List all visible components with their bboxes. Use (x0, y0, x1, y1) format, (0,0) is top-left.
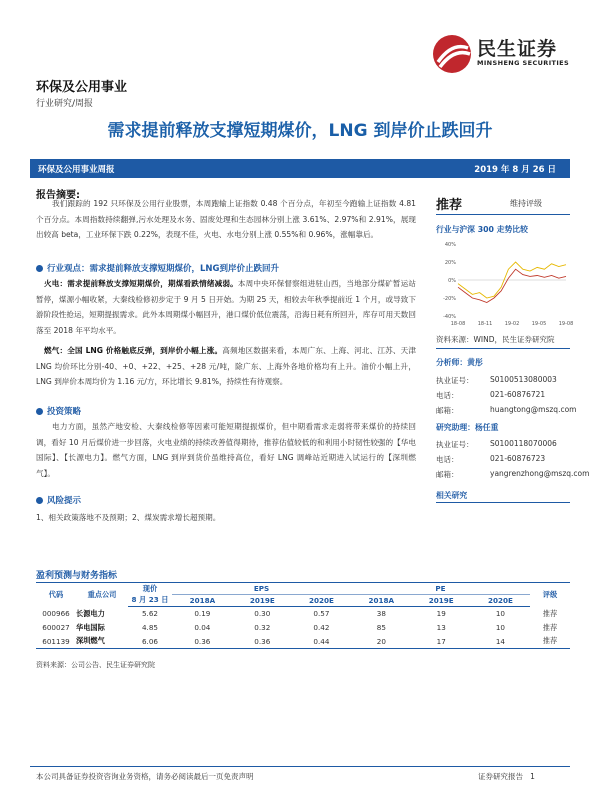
logo-text-en: MINSHENG SECURITIES (477, 59, 570, 67)
risk-heading: 风险提示 (36, 494, 81, 506)
report-title: 需求提前释放支撑短期煤价，LNG 到岸价止跌回升 (107, 121, 493, 141)
thermal-power-paragraph: 火电：需求提前释放支撑短期煤价，期煤看跌情绪减弱。本周中央环保督察组进驻山西，当地部分煤矿暂运站暂停，煤源小幅收紧，大秦线检修初步定于 9 月 5 日开始。为期 25 天，相较去年秋季提前近 1 个月，或导致下游阶段性抢运，短期提振需求。此外本周期煤小幅回升，港口煤价低位震荡，沿海日耗有所回升，库存可用天数回落至 2018 年平均水平。 (36, 279, 417, 335)
x-tick-label: 19-02 (504, 321, 520, 327)
related-research-heading: 相关研究 (436, 491, 468, 500)
bar-report-date: 2019 年 8 月 26 日 (474, 165, 556, 175)
sector-label: 环保及公用事业 (36, 80, 128, 95)
table-source: 资料来源：公司公告、民生证券研究院 (36, 661, 155, 669)
analyst-email-label: 邮箱： (436, 406, 459, 415)
bullet-icon (36, 265, 43, 272)
footer-label: 证券研究报告 (478, 772, 523, 781)
x-tick-label: 18-11 (477, 321, 493, 327)
analyst-heading: 分析师：黄彤 (436, 358, 483, 367)
table-row: 000966 长源电力 5.62 0.19 0.30 0.57 38 19 10 推荐 (42, 608, 558, 619)
investment-strategy-heading: 投资策略 (36, 405, 81, 417)
report-info-bar (30, 159, 570, 178)
assistant-heading: 研究助理：杨任重 (436, 423, 499, 432)
analyst-email[interactable]: huangtong@mszq.com (490, 405, 577, 414)
chart-source: 资料来源：WIND，民生证券研究院 (436, 335, 555, 344)
y-tick-label: 0% (448, 278, 456, 284)
y-tick-label: -20% (443, 296, 456, 302)
thermal-power-lead: 火电：需求提前释放支撑短期煤价，期煤看跌情绪减弱。 (44, 279, 238, 288)
divider (436, 502, 570, 503)
logo-text-cn: 民生证券 (477, 38, 558, 60)
gas-lead: 燃气：全国 LNG 价格触底反弹，到岸价小幅上涨。 (44, 346, 223, 355)
analyst-phone-label: 电话： (436, 391, 459, 400)
y-tick-label: 40% (444, 242, 456, 248)
col-code: 代码 (36, 583, 76, 607)
assistant-email[interactable]: yangrenzhong@mszq.com (490, 469, 590, 478)
assistant-email-label: 邮箱： (436, 470, 459, 479)
assistant-phone: 021-60876723 (490, 454, 546, 463)
assistant-cert-label: 执业证号： (436, 440, 474, 449)
chart-title: 行业与沪深 300 走势比较 (436, 225, 528, 234)
col-company: 重点公司 (76, 583, 128, 607)
divider (436, 214, 570, 215)
assistant-phone-label: 电话： (436, 455, 459, 464)
col-date: 8 月 23 日 (128, 595, 172, 607)
col-year: 2019E (412, 595, 471, 607)
forecast-table (36, 582, 570, 649)
col-price: 现价 (128, 583, 172, 595)
assistant-cert: S0100118070006 (490, 439, 557, 448)
risk-paragraph: 1、相关政策落地不及预期；2、煤炭需求增长超预期。 (36, 513, 221, 522)
footer-disclaimer: 本公司具备证券投资咨询业务资格，请务必阅读最后一页免责声明 (36, 772, 254, 781)
col-pe: PE (351, 583, 530, 595)
x-tick-label: 19-08 (558, 321, 574, 327)
footer-divider (30, 766, 570, 767)
bullet-icon (36, 408, 43, 415)
rating-maintain: 维持评级 (510, 199, 542, 208)
series-line-0 (458, 269, 566, 302)
report-type: 行业研究/周报 (36, 99, 94, 109)
minsheng-logo-icon (432, 34, 472, 74)
col-year: 2020E (292, 595, 351, 607)
col-year: 2018A (172, 595, 233, 607)
strategy-paragraph: 电力方面，虽然产地安检、大秦线检修等因素可能短期提振煤价，但中期看需求走弱将带来煤价的持续回调，看好 10 月后煤价进一步回落，火电业绩的持续改善值得期待，推荐估值较低的和利用小时韧性较强的【华电国际】、【长源电力】。燃气方面，LNG 到岸到货价虽维持高位，看好 LNG 调峰站近期进入试运行的【深圳燃气】。 (36, 422, 416, 478)
analyst-cert-label: 执业证号： (436, 376, 474, 385)
gas-paragraph: 燃气：全国 LNG 价格触底反弹，到岸价小幅上涨。高频地区数据来看，本周广东、上海、河北、江苏、天津 LNG 均价环比分别-40、+0、+22、+25、+28 元/吨，除广东、上海外各地价格均有上升。油价小幅上升，LNG 到岸价本周均价为 1.16 元/方，环比增长 9.81%，持续性有待观察。 (36, 346, 417, 387)
rating-label: 推荐 (436, 198, 463, 213)
col-year: 2018A (351, 595, 412, 607)
divider (436, 348, 570, 349)
industry-view-heading: 行业观点：需求提前释放支撑短期煤价，LNG到岸价止跌回升 (36, 262, 279, 274)
x-tick-label: 18-08 (450, 321, 466, 327)
page-number: 1 (530, 772, 535, 781)
col-rating: 评级 (530, 583, 570, 607)
col-year: 2019E (233, 595, 292, 607)
y-tick-label: -40% (443, 314, 456, 320)
summary-heading: 报告摘要: (36, 190, 80, 201)
y-tick-label: 20% (444, 260, 456, 266)
col-eps: EPS (172, 583, 351, 595)
forecast-table-title: 盈利预测与财务指标 (36, 571, 118, 581)
bullet-icon (36, 497, 43, 504)
col-year: 2020E (471, 595, 530, 607)
analyst-cert: S0100513080003 (490, 375, 557, 384)
analyst-phone: 021-60876721 (490, 390, 546, 399)
trend-chart (436, 238, 574, 328)
x-tick-label: 19-05 (531, 321, 547, 327)
table-row: 601139 深圳燃气 6.06 0.36 0.36 0.44 20 17 14 推荐 (36, 635, 570, 649)
bar-report-name: 环保及公用事业周报 (38, 165, 115, 175)
footer-right (478, 771, 535, 782)
table-row: 600027 华电国际 4.85 0.04 0.32 0.42 85 13 10 推荐 (42, 622, 558, 632)
summary-paragraph: 我们跟踪的 192 只环保及公用行业股票，本周跑输上证指数 0.48 个百分点，年初至今跑输上证指数 4.81 个百分点。本周指数持续翻弹,污水处理及水务、固废处理和生态园林分别上涨 3.61%、2.97%和 2.91%，展现出较高 beta，工业环保下跌 0.22%，表现不佳，火电、水电分别上涨 0.55%和 0.96%，涨幅靠后。 (36, 199, 416, 240)
